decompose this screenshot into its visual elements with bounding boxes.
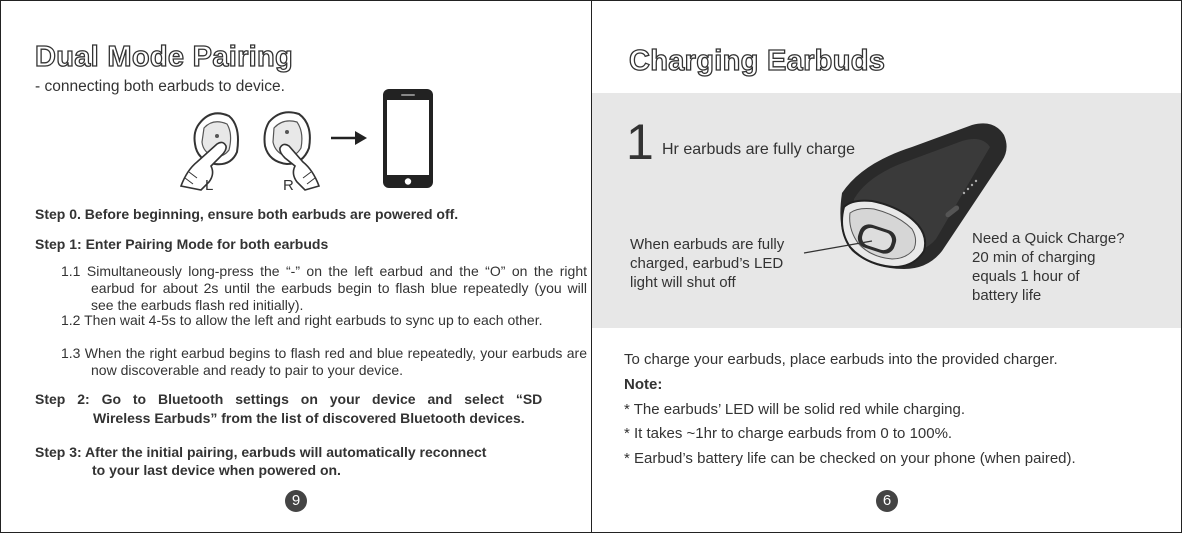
step-0: Step 0. Before beginning, ensure both earbuds are powered off. <box>35 206 459 222</box>
note-label: Note: <box>624 376 663 393</box>
pairing-title: Dual Mode Pairing <box>35 41 294 73</box>
led-pointer-line <box>792 237 892 257</box>
charging-title: Charging Earbuds <box>629 45 886 77</box>
hours-text: Hr earbuds are fully charge <box>662 141 855 158</box>
step-1: Step 1: Enter Pairing Mode for both earbuds <box>35 236 329 252</box>
quick-charge-note: Need a Quick Charge? 20 min of charging equals 1 hour of battery life <box>972 230 1125 304</box>
right-label: R <box>283 177 294 194</box>
page-number-right: 6 <box>876 490 898 512</box>
note-item: * It takes ~1hr to charge earbuds from 0 to 100%. <box>624 425 953 442</box>
right-page <box>592 1 1181 532</box>
step-1-3: 1.3 When the right earbud begins to flash red and blue repeatedly, your earbuds are now discoverable and ready to pair to your device. <box>61 345 587 378</box>
pairing-subtitle: - connecting both earbuds to device. <box>35 78 285 95</box>
note-item: * The earbuds’ LED will be solid red while charging. <box>624 401 966 418</box>
step-2-line1: Step 2: Go to Bluetooth settings on your device and select “SD <box>35 391 543 407</box>
hours-number: 1 <box>626 114 654 170</box>
arrow-right-icon <box>331 131 367 145</box>
note-item: * Earbud’s battery life can be checked on your phone (when paired). <box>624 450 1076 467</box>
step-3-line2: to your last device when powered on. <box>92 462 341 478</box>
led-note: When earbuds are fully charged, earbud’s LED light will shut off <box>630 236 785 291</box>
left-page <box>1 1 591 532</box>
step-1-1: 1.1 Simultaneously long-press the “-” on the left earbud and the “O” on the right earbud for about 2s until the earbuds begin to flash blue repeatedly (you will see the earbuds flash red initially). <box>61 263 587 313</box>
page-number-left: 9 <box>285 490 307 512</box>
step-1-2: 1.2 Then wait 4-5s to allow the left and right earbuds to sync up to each other. <box>61 312 543 328</box>
left-label: L <box>205 177 214 194</box>
pairing-illustration <box>171 86 451 196</box>
smartphone-icon <box>383 89 433 188</box>
step-3-line1: Step 3: After the initial pairing, earbuds will automatically reconnect <box>35 444 487 460</box>
step-2-line2: Wireless Earbuds” from the list of discovered Bluetooth devices. <box>93 410 525 426</box>
charging-intro: To charge your earbuds, place earbuds into the provided charger. <box>624 351 1058 368</box>
